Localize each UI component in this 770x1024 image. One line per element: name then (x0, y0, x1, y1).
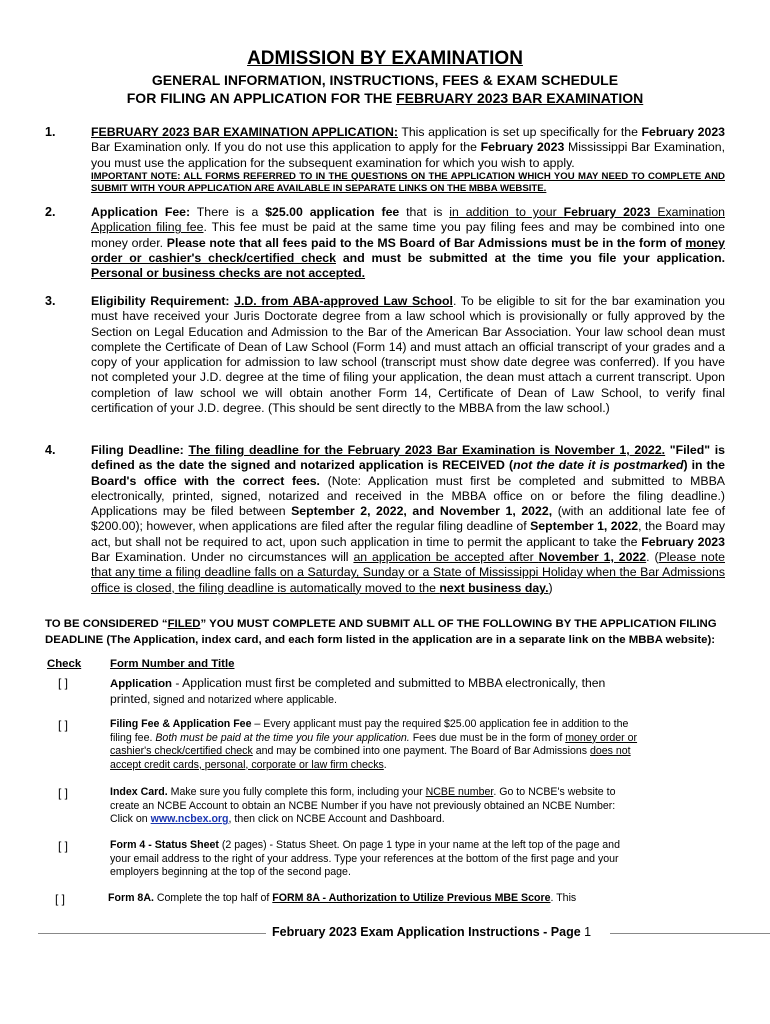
section-number: 3. (45, 294, 56, 308)
filing-requirements-heading: TO BE CONSIDERED “FILED” YOU MUST COMPLETE AND SUBMIT ALL OF THE FOLLOWING BY THE APPLICATION FILING DEADLINE (The Application, index card, and each form listed in the application are in a separate link on the MBBA website): (45, 618, 717, 646)
checklist-checkbox[interactable]: [ ] (58, 839, 69, 853)
checklist-item-application: Application - Application must first be completed and submitted to MBBA electronically, then printed, signed and notarized where applicable. (110, 676, 606, 706)
page-number: 1 (584, 925, 592, 939)
checklist-item-form-8a: Form 8A. Complete the top half of FORM 8A - Authorization to Utilize Previous MBE Score. This (108, 892, 577, 904)
checklist-checkbox[interactable]: [ ] (55, 892, 66, 906)
column-header-form: Form Number and Title (110, 658, 235, 670)
document-title: ADMISSION BY EXAMINATION (247, 48, 523, 69)
footer-text: February 2023 Exam Application Instructions - Page 1 (272, 925, 592, 939)
footer-rule-right (610, 933, 770, 934)
checklist-item-index-card: Index Card. Make sure you fully complete this form, including your NCBE number. Go to NCBE's website to create an NCBE Account to obtain an NCBE Number if you have not previously obtained an NCBE Number: Click on www.ncbex.org, then click on NCBE Account and Dashboard. (110, 786, 616, 826)
section-number: 1. (45, 125, 56, 139)
section-number: 4. (45, 443, 56, 457)
checklist-checkbox[interactable]: [ ] (58, 718, 69, 732)
checklist-checkbox[interactable]: [ ] (58, 676, 69, 690)
important-note: IMPORTANT NOTE: ALL FORMS REFERRED TO IN THE QUESTIONS ON THE APPLICATION WHICH YOU MAY NEED TO COMPLETE AND SUBMIT WITH YOUR APPLICATION ARE AVAILABLE IN SEPARATE LINKS ON THE MBBA WEBSITE. (91, 170, 725, 194)
checklist-item-form-4: Form 4 - Status Sheet (2 pages) - Status Sheet. On page 1 type in your name at the left top of the page and your email address to the right of your address. Type your references at the bottom of the first page and your employers beginning at the top of the second page. (110, 839, 620, 879)
document-subtitle-exam: FOR FILING AN APPLICATION FOR THE FEBRUARY 2023 BAR EXAMINATION (126, 90, 644, 106)
document-subtitle: GENERAL INFORMATION, INSTRUCTIONS, FEES & EXAM SCHEDULE (151, 72, 619, 88)
section-number: 2. (45, 205, 56, 219)
column-header-check: Check (47, 658, 82, 670)
ncbe-link[interactable]: www.ncbex.org (150, 813, 229, 826)
checklist-checkbox[interactable]: [ ] (58, 786, 69, 800)
page-footer (0, 925, 770, 941)
footer-rule-left (38, 933, 266, 934)
checklist-item-fees: Filing Fee & Application Fee – Every applicant must pay the required $25.00 application fee in addition to the filing fee. Both must be paid at the time you file your application. Fees due must be in the form of money order or cashier's check/certified check and may be combined into one payment. The Board of Bar Admissions does not accept credit cards, personal, corporate or law firm checks. (110, 718, 638, 771)
section-body: Application Fee: There is a $25.00 application fee that is in addition to your February 2023 Examination Application filing fee. This fee must be paid at the same time you pay filing fees and may be combined into one money order. Please note that all fees paid to the MS Board of Bar Admissions must be in the form of money order or cashier's check/certified check and must be submitted at the time you file your application. Personal or business checks are not accepted. (91, 205, 726, 281)
section-body: FEBRUARY 2023 BAR EXAMINATION APPLICATION: This application is set up specifically for the February 2023 Bar Examination only. If you do not use this application to apply for the February 2023 Mississippi Bar Examination, you must use the application for the subsequent examination for which you wish to apply. IMPORTANT NOTE: ALL FORMS REFERRED TO IN THE QUESTIONS ON THE APPLICATION WHICH YOU MAY NEED TO COMPLETE AND SUBMIT WITH YOUR APPLICATION ARE AVAILABLE IN SEPARATE LINKS ON THE MBBA WEBSITE. (91, 125, 725, 194)
section-body: Eligibility Requirement: J.D. from ABA-approved Law School. To be eligible to sit for the bar examination you must have received your Juris Doctorate degree from a law school which is provisionally or fully approved by the Section on Legal Education and Admission to the Bar of the American Bar Association. Your law school dean must complete the Certificate of Dean of Law School (Form 14) and must attach an official transcript of your grades and a copy of your application for admission to law school (transcript must show date degree was conferred). If you have not completed your J.D. degree at the time of filing your application, the dean must attach a current transcript. Upon completion of law school we will obtain another Form 14, Certificate of Dean of Law School, to verify final certification of your J.D. degree. (This should be sent directly to the MBBA from the law school.) (91, 294, 725, 416)
section-body: Filing Deadline: The filing deadline for the February 2023 Bar Examination is November 1, 2022. "Filed" is defined as the date the signed and notarized application is RECEIVED (not the date it is postmarked) in the Board's office with the correct fees. (Note: Application must first be completed and submitted to MBBA electronically, printed, signed, notarized and received in the MBBA office on or before the filing deadline.) Applications may be filed between September 2, 2022, and November 1, 2022, (with an additional late fee of $200.00); however, when applications are filed after the regular filing deadline of September 1, 2022, the Board may act, but shall not be required to act, upon such application in time to permit the applicant to take the February 2023 Bar Examination. Under no circumstances will an application be accepted after November 1, 2022. (Please note that any time a filing deadline falls on a Saturday, Sunday or a State of Mississippi Holiday when the Bar Admissions office is closed, the filing deadline is automatically moved to the next business day.) (91, 443, 726, 595)
